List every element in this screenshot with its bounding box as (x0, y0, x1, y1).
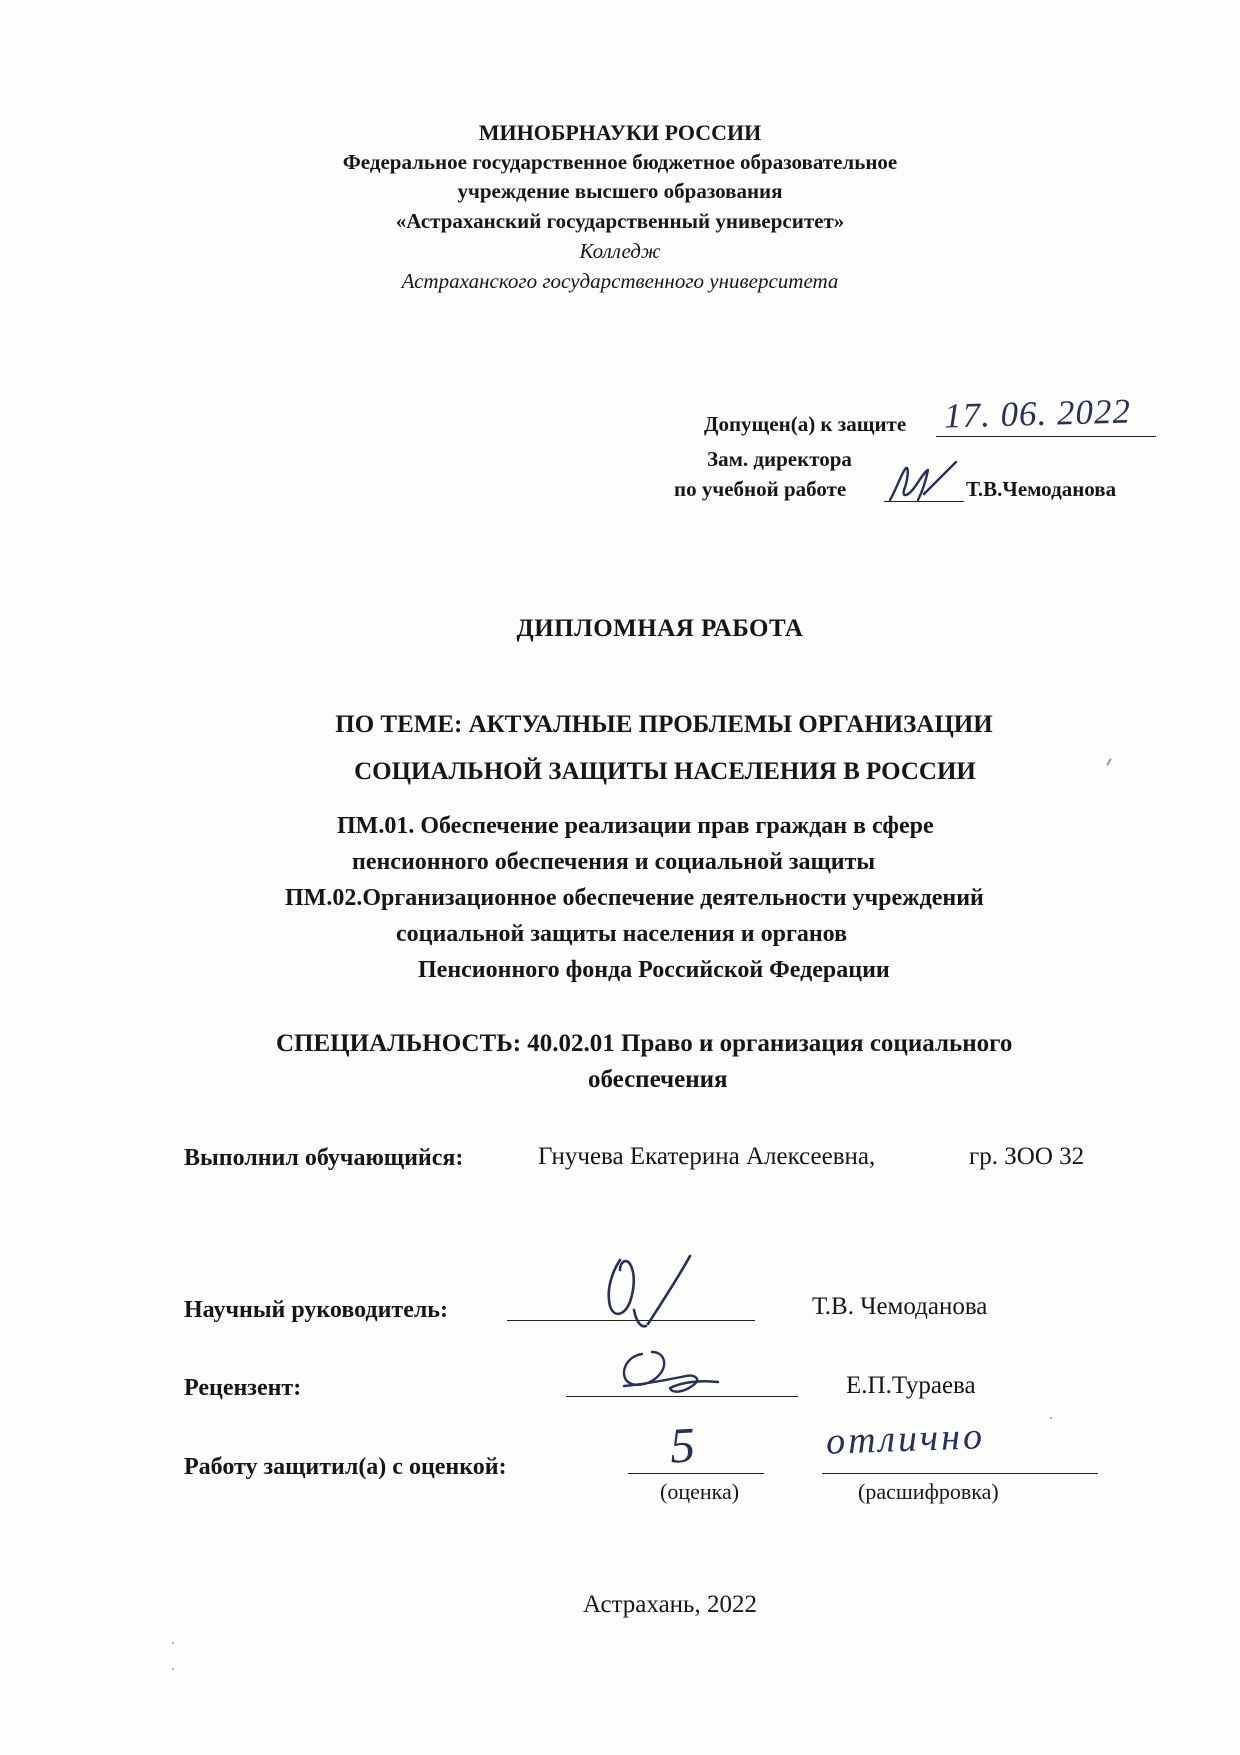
pm02-line-3: Пенсионного фонда Российской Федерации (418, 957, 890, 983)
supervisor-label: Научный руководитель: (184, 1297, 448, 1323)
scan-speck (1050, 1417, 1052, 1419)
college-line-1: Колледж (579, 239, 661, 263)
college-line-2: Астраханского государственного университета (401, 269, 839, 293)
topic-line-1: ПО ТЕМЕ: АКТУАЛНЫЕ ПРОБЛЕМЫ ОРГАНИЗАЦИИ (335, 711, 993, 738)
admitted-label: Допущен(а) к защите (704, 412, 907, 436)
student-name: Гнучева Екатерина Алексеевна, (538, 1143, 876, 1170)
reviewer-label: Рецензент: (184, 1375, 302, 1401)
pm02-line-1: ПМ.02.Организационное обеспечение деятельности учреждений (285, 885, 984, 911)
scan-speck (172, 1642, 174, 1644)
pm02-line-2: социальной защиты населения и органов (396, 921, 848, 947)
pm01-line-2: пенсионного обеспечения и социальной защиты (352, 849, 876, 875)
deputy-name: Т.В.Чемоданова (966, 477, 1117, 501)
admitted-date-handwritten: 17. 06. 2022 (943, 391, 1132, 436)
institution-line-2: учреждение высшего образования (457, 179, 783, 203)
city-year: Астрахань, 2022 (583, 1591, 757, 1618)
ministry-heading: МИНОБРНАУКИ РОССИИ (478, 120, 762, 145)
grade-text-caption: (расшифровка) (858, 1479, 999, 1504)
grade-text-line (822, 1473, 1098, 1474)
scan-speck (172, 1668, 174, 1670)
specialty-line-2: обеспечения (588, 1066, 728, 1093)
institution-name: «Астраханский государственный университет» (395, 209, 845, 233)
grade-line (628, 1473, 764, 1474)
pm01-line-1: ПМ.01. Обеспечение реализации прав граждан в сфере (337, 813, 934, 839)
grade-caption: (оценка) (660, 1479, 740, 1504)
grade-text-handwritten: отлично (825, 1415, 986, 1463)
deputy-title-line-2: по учебной работе (674, 477, 847, 501)
supervisor-name: Т.В. Чемоданова (812, 1293, 988, 1320)
admitted-date-line (936, 436, 1156, 437)
grade-value-handwritten: 5 (668, 1416, 697, 1474)
deputy-title: Зам. директора (707, 447, 852, 471)
work-type-heading: ДИПЛОМНАЯ РАБОТА (516, 615, 804, 642)
student-label: Выполнил обучающийся: (184, 1145, 464, 1171)
topic-line-2: СОЦИАЛЬНОЙ ЗАЩИТЫ НАСЕЛЕНИЯ В РОССИИ (354, 758, 976, 785)
supervisor-signature (590, 1250, 710, 1334)
institution-line-1: Федеральное государственное бюджетное образовательное (342, 150, 898, 174)
reviewer-signature (606, 1340, 726, 1406)
reviewer-name: Е.П.Тураева (846, 1372, 976, 1399)
specialty-line-1: СПЕЦИАЛЬНОСТЬ: 40.02.01 Право и организация социального (276, 1030, 1013, 1057)
defense-label: Работу защитил(а) с оценкой: (184, 1454, 507, 1480)
deputy-signature (884, 450, 970, 512)
student-group: гр. ЗОО 32 (969, 1143, 1085, 1170)
